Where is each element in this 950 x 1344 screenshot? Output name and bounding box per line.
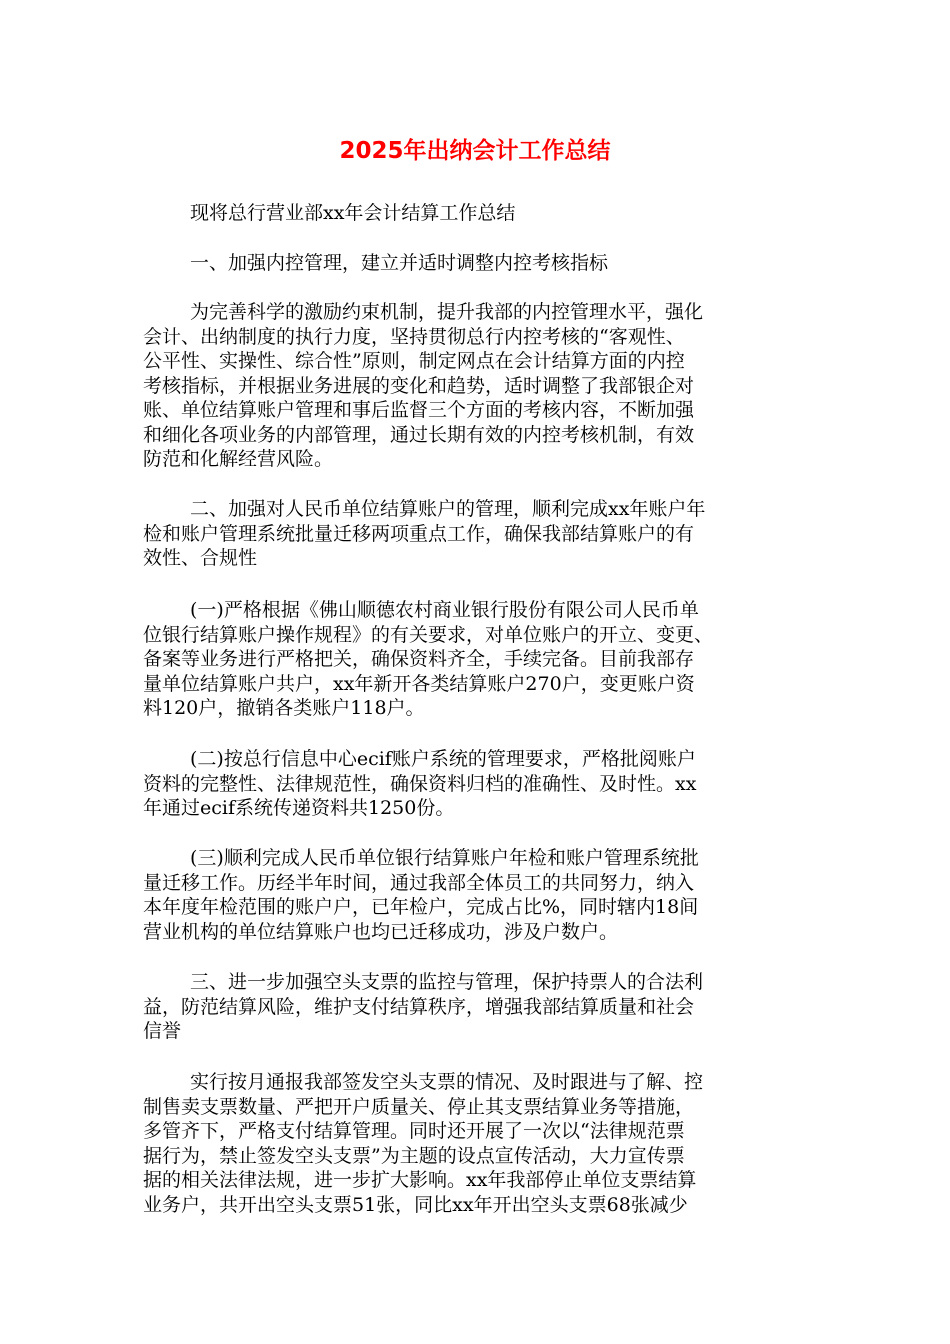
text-line: 账、单位结算账户管理和事后监督三个方面的考核内容，不断加强 xyxy=(143,399,695,421)
section-heading-3 xyxy=(143,970,807,1044)
paragraph-internal-control xyxy=(143,300,807,472)
text-line: 考核指标，并根据业务进展的变化和趋势，适时调整了我部银企对 xyxy=(143,374,695,397)
text-line: 效性、合规性 xyxy=(143,547,258,569)
text-line: 三、进一步加强空头支票的监控与管理，保护持票人的合法利 xyxy=(190,971,704,993)
text-line: 据行为，禁止签发空头支票”为主题的设点宣传活动，大力宣传票 xyxy=(143,1144,685,1167)
text-line: (三)顺利完成人民币单位银行结算账户年检和账户管理系统批 xyxy=(190,847,699,869)
paragraph-intro xyxy=(143,201,807,226)
text-line: 防范和化解经营风险。 xyxy=(143,448,334,470)
text-line: 位银行结算账户操作规程》的有关要求，对单位账户的开立、变更、 xyxy=(143,623,714,646)
paragraph-bounced-checks xyxy=(143,1070,807,1217)
document-title: 2025年出纳会计工作总结 xyxy=(339,138,611,164)
text-line: 一、加强内控管理，建立并适时调整内控考核指标 xyxy=(190,252,609,274)
text-line: 实行按月通报我部签发空头支票的情况、及时跟进与了解、控 xyxy=(190,1071,704,1093)
text-line: 二、加强对人民币单位结算账户的管理，顺利完成xx年账户年 xyxy=(190,498,706,520)
text-line: 检和账户管理系统批量迁移两项重点工作，确保我部结算账户的有 xyxy=(143,522,695,545)
text-line: 资料的完整性、法律规范性，确保资料归档的准确性、及时性。xx xyxy=(143,772,697,795)
text-line: (一)严格根据《佛山顺德农村商业银行股份有限公司人民币单 xyxy=(190,599,699,621)
paragraph-ecif-system xyxy=(143,747,807,821)
text-line: 据的相关法律法规，进一步扩大影响。xx年我部停止单位支票结算 xyxy=(143,1169,697,1191)
text-line: 会计、出纳制度的执行力度，坚持贯彻总行内控考核的“客观性、 xyxy=(143,325,685,348)
text-line: (二)按总行信息中心ecif账户系统的管理要求，严格批阅账户 xyxy=(190,748,696,770)
text-line: 多管齐下，严格支付结算管理。同时还开展了一次以“法律规范票 xyxy=(143,1120,685,1142)
section-heading-1 xyxy=(143,251,807,276)
text-line: 年通过ecif系统传递资料共1250份。 xyxy=(143,797,455,819)
text-line: 益，防范结算风险，维护支付结算秩序，增强我部结算质量和社会 xyxy=(143,995,695,1018)
text-line: 料120户，撤销各类账户118户。 xyxy=(143,697,425,719)
text-line: 制售卖支票数量、严把开户质量关、停止其支票结算业务等措施， xyxy=(143,1095,695,1118)
text-line: 量单位结算账户共户，xx年新开各类结算账户270户，变更账户资 xyxy=(143,672,695,695)
text-line: 备案等业务进行严格把关，确保资料齐全，手续完备。目前我部存 xyxy=(143,648,695,670)
paragraph-annual-check xyxy=(143,846,807,944)
text-line: 现将总行营业部xx年会计结算工作总结 xyxy=(190,202,516,224)
text-line: 和细化各项业务的内部管理，通过长期有效的内控考核机制，有效 xyxy=(143,423,695,446)
text-line: 营业机构的单位结算账户也均已迁移成功，涉及户数户。 xyxy=(143,920,619,943)
text-line: 为完善科学的激励约束机制，提升我部的内控管理水平，强化 xyxy=(190,301,704,323)
paragraph-account-rules xyxy=(143,598,807,721)
text-line: 本年度年检范围的账户户，已年检户，完成占比%，同时辖内18间 xyxy=(143,896,699,918)
text-line: 量迁移工作。历经半年时间，通过我部全体员工的共同努力，纳入 xyxy=(143,871,695,894)
section-heading-2 xyxy=(143,497,807,571)
text-line: 业务户，共开出空头支票51张，同比xx年开出空头支票68张减少 xyxy=(143,1193,688,1216)
text-line: 公平性、实操性、综合性”原则，制定网点在会计结算方面的内控 xyxy=(143,350,685,372)
text-line: 信誉 xyxy=(143,1020,182,1042)
